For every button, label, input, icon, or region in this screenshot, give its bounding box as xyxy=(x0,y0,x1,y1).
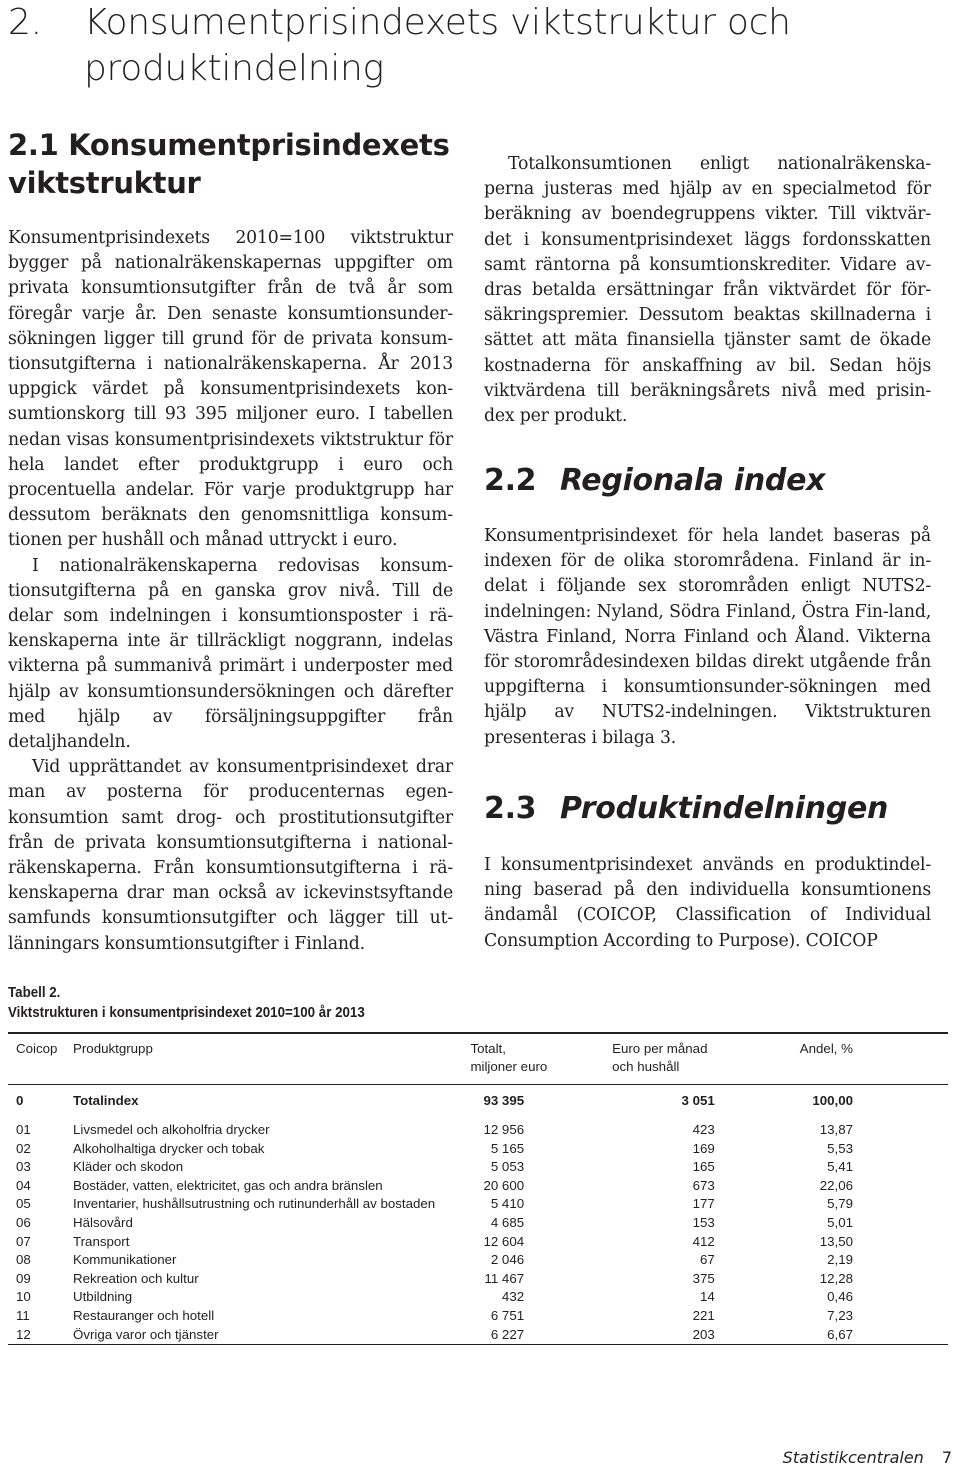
section-2-3-title: Produktindelningen xyxy=(560,791,889,826)
cell-name: Övriga varor och tjänster xyxy=(73,1326,219,1342)
cell-name: Totalindex xyxy=(73,1093,139,1108)
section-2-2-title: Regionala index xyxy=(560,463,826,498)
cell-share: 100,00 xyxy=(812,1093,853,1108)
cell-share: 5,53 xyxy=(827,1140,853,1156)
right-column-top xyxy=(484,152,931,429)
header-euro xyxy=(612,1033,741,1085)
cell-euro: 153 xyxy=(692,1214,715,1230)
page-footer xyxy=(783,1448,952,1467)
table-caption xyxy=(8,983,560,1023)
cell-name: Livsmedel och alkoholfria drycker xyxy=(73,1122,270,1137)
cell-euro: 3 051 xyxy=(681,1093,715,1108)
cell-total: 93 395 xyxy=(483,1093,525,1108)
cell-code: 06 xyxy=(16,1214,31,1230)
cell-euro: 423 xyxy=(692,1122,715,1137)
header-totalt xyxy=(470,1033,612,1085)
footer-publisher: Statistikcentralen xyxy=(782,1448,924,1467)
cell-euro: 165 xyxy=(692,1159,715,1175)
cell-total: 5 053 xyxy=(490,1159,525,1175)
cell-total: 6 751 xyxy=(490,1307,525,1323)
cell-name: Alkoholhaltiga drycker och tobak xyxy=(73,1140,265,1156)
header-coicop: Coicop xyxy=(16,1041,58,1056)
section-2-1-title-line1: 2.1 Konsumentprisindexets xyxy=(8,128,450,162)
cell-total: 4 685 xyxy=(490,1214,525,1230)
cell-share: 6,67 xyxy=(827,1326,853,1342)
paragraph: I nationalräkenskaperna redovisas konsum-tionsutgifterna på en ganska grov nivå. Till de delar som indelningen i konsumtionsposter i rä-kenskaperna inte är tillräckligt noggrann, indelas vikterna på summanivå primärt i underposter med hjälp av konsumtionsundersökningen och därefter med hjälp av försäljningsuppgifter från detaljhandeln. xyxy=(8,555,453,753)
cell-code: 03 xyxy=(16,1159,31,1175)
cell-name: Bostäder, vatten, elektricitet, gas och andra bränslen xyxy=(73,1177,383,1193)
cell-name: Transport xyxy=(73,1233,130,1249)
cell-total: 2 046 xyxy=(490,1252,525,1268)
cell-name: Rekreation och kultur xyxy=(73,1270,199,1286)
header-totalt-line2: miljoner euro xyxy=(470,1059,548,1074)
section-2-3-number: 2.3 xyxy=(484,791,537,826)
table-row xyxy=(8,1158,948,1177)
table-row xyxy=(8,1307,948,1326)
section-2-3-body xyxy=(484,853,931,954)
table-spacer xyxy=(8,1113,948,1121)
cell-code: 09 xyxy=(16,1270,31,1286)
table-row xyxy=(8,1270,948,1289)
cell-share: 5,01 xyxy=(827,1214,853,1230)
cell-name: Restauranger och hotell xyxy=(73,1307,215,1323)
cell-name: Kommunikationer xyxy=(73,1252,177,1268)
table-row xyxy=(8,1288,948,1307)
cell-share: 0,46 xyxy=(827,1289,853,1305)
cell-share: 22,06 xyxy=(819,1177,853,1193)
section-2-3-heading xyxy=(484,791,944,827)
header-euro-line2: och hushåll xyxy=(612,1059,680,1074)
header-produktgrupp: Produktgrupp xyxy=(73,1041,153,1056)
cell-code: 01 xyxy=(16,1122,31,1137)
cell-total: 20 600 xyxy=(483,1177,525,1193)
chapter-number: 2. xyxy=(8,2,42,43)
paragraph: Vid upprättandet av konsumentprisindexet drar man av posterna för producenternas egen-konsumtion samt drog- och prostitutionsutgifter från de privata konsumtionsutgifterna i national-räkenskaperna. Från konsumtionsutgifterna i rä-kenskaperna drar man också av ickevinstsyftande samfunds konsumtionsutgifter och lägger till ut-länningars konsumtionsutgifter i Finland. xyxy=(8,757,453,954)
left-column xyxy=(8,226,453,957)
paragraph: Konsumentprisindexets 2010=100 viktstruktur bygger på nationalräkenskapernas uppgifter om privata konsumtionsutgifter från de två år som föregår varje år. Den senaste konsumtionsunder-sökningen ligger till grund för de privata konsum-tionsutgifterna i nationalräkenskaperna. År 2013 uppgick värdet på konsumentprisindexets kon-sumtionskorg till 93 395 miljoner euro. I tabellen nedan visas konsumentprisindexets viktstruktur för hela landet efter produktgrupp i euro och procentuella andelar. För varje produktgrupp har dessutom beräknats den genomsnittliga konsum-tionen per hushåll och månad uttryckt i euro. xyxy=(8,228,453,551)
cell-share: 13,87 xyxy=(819,1122,853,1137)
header-andel: Andel, % xyxy=(799,1041,853,1056)
cell-euro: 14 xyxy=(699,1289,715,1305)
section-2-2-number: 2.2 xyxy=(484,463,537,498)
table-row xyxy=(8,1195,948,1214)
cell-euro: 221 xyxy=(692,1307,715,1323)
table-row xyxy=(8,1177,948,1196)
table-row xyxy=(8,1251,948,1270)
section-2-1-title-line2: viktstruktur xyxy=(8,166,201,200)
cell-name: Kläder och skodon xyxy=(73,1159,184,1175)
cell-share: 5,41 xyxy=(827,1159,853,1175)
paragraph: I konsumentprisindexet används en produktindel-ning baserad på den individuella konsumtionens ändamål (COICOP, Classification of Individual Consumption According to Purpose). COICOP xyxy=(484,855,931,951)
cell-name: Utbildning xyxy=(73,1289,133,1305)
cell-euro: 177 xyxy=(692,1196,715,1212)
cell-euro: 203 xyxy=(692,1326,715,1342)
header-euro-line1: Euro per månad xyxy=(612,1041,708,1056)
cell-euro: 67 xyxy=(699,1252,715,1268)
section-2-1-heading xyxy=(8,126,458,202)
cell-euro: 412 xyxy=(692,1233,715,1249)
table-header-row xyxy=(8,1033,948,1085)
table-row xyxy=(8,1233,948,1252)
cell-code: 12 xyxy=(16,1326,31,1342)
cell-code: 0 xyxy=(16,1093,24,1108)
cell-name: Hälsovård xyxy=(73,1214,133,1230)
cell-total: 5 410 xyxy=(490,1196,525,1212)
cell-code: 08 xyxy=(16,1252,31,1268)
header-totalt-line1: Totalt, xyxy=(470,1041,506,1056)
table-row xyxy=(8,1326,948,1345)
cell-total: 6 227 xyxy=(490,1326,525,1342)
cell-euro: 169 xyxy=(692,1140,715,1156)
table-row xyxy=(8,1121,948,1140)
cell-euro: 673 xyxy=(692,1177,715,1193)
chapter-heading xyxy=(8,0,948,92)
section-2-2-heading xyxy=(484,463,944,499)
cell-code: 02 xyxy=(16,1140,31,1156)
section-2-2-body xyxy=(484,524,931,751)
table-total-row xyxy=(8,1085,948,1114)
cell-code: 07 xyxy=(16,1233,31,1249)
paragraph: Konsumentprisindexet för hela landet baseras på indexen för de olika storområdena. Finland är in-delat i följande sex storområden enligt NUTS2-indelningen: Nyland, Södra Finland, Östra Fin-land, Västra Finland, Norra Finland och Åland. Vikterna för storområdesindexen bildas direkt utgående från uppgifterna i konsumtionsunder-sökningen med hjälp av NUTS2-indelningen. Viktstrukturen presenteras i bilaga 3. xyxy=(484,526,931,748)
cell-code: 05 xyxy=(16,1196,31,1212)
cell-share: 13,50 xyxy=(819,1233,853,1249)
page-number: 7 xyxy=(941,1448,952,1467)
cell-code: 10 xyxy=(16,1289,31,1305)
cell-share: 12,28 xyxy=(819,1270,853,1286)
table-label: Tabell 2. xyxy=(8,985,61,1001)
cell-total: 5 165 xyxy=(490,1140,525,1156)
cell-total: 12 956 xyxy=(483,1122,525,1137)
table-row xyxy=(8,1214,948,1233)
cell-code: 11 xyxy=(16,1307,30,1323)
cell-name: Inventarier, hushållsutrustning och rutinunderhåll av bostaden xyxy=(73,1196,436,1212)
cell-share: 5,79 xyxy=(827,1196,853,1212)
chapter-title-line2: produktindelning xyxy=(84,48,384,89)
cell-code: 04 xyxy=(16,1177,31,1193)
cell-total: 12 604 xyxy=(483,1233,525,1249)
cell-share: 2,19 xyxy=(827,1252,853,1268)
table-row xyxy=(8,1140,948,1159)
cell-euro: 375 xyxy=(692,1270,715,1286)
cell-share: 7,23 xyxy=(827,1307,853,1323)
weight-structure-table xyxy=(8,1032,948,1345)
cell-total: 11 467 xyxy=(484,1270,525,1286)
table-title: Viktstrukturen i konsumentprisindexet 2010=100 år 2013 xyxy=(8,1005,365,1021)
paragraph: Totalkonsumtionen enligt nationalräkenska-perna justeras med hjälp av en specialmetod för beräkning av boendegruppens vikter. Till viktvär-det i konsumentprisindexet läggs fordonsskatten samt räntorna på konsumtionskrediter. Vidare av-dras betalda ersättningar från viktvärdet för för-säkringspremier. Dessutom beaktas skillnaderna i sättet att mäta finansiella tjänster samt de ökade kostnaderna för anskaffning av bil. Sedan höjs viktvärdena till beräkningsårets nivå med prisin-dex per produkt. xyxy=(484,154,931,427)
chapter-title-line1: Konsumentprisindexets viktstruktur och xyxy=(84,2,791,43)
cell-total: 432 xyxy=(501,1289,525,1305)
